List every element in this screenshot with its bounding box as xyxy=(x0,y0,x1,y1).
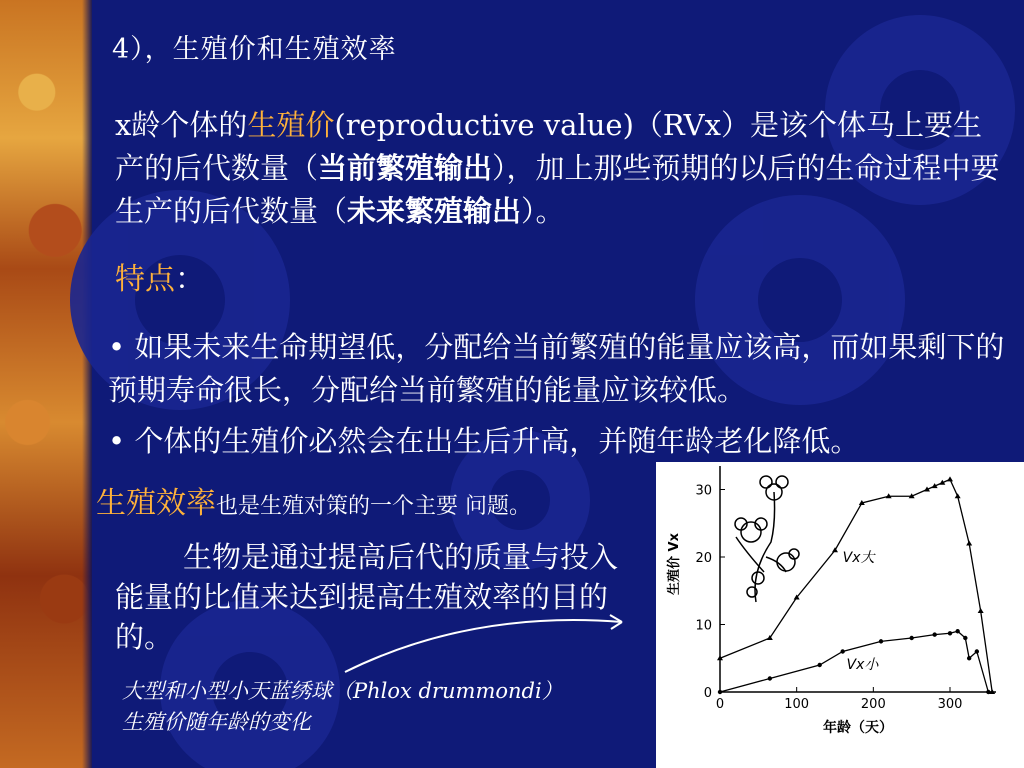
efficiency-line xyxy=(96,478,531,522)
data-point xyxy=(768,676,772,680)
caption-line-2: 生殖价随年龄的变化 xyxy=(122,710,311,734)
data-point xyxy=(909,636,913,640)
x-tick-label: 300 xyxy=(937,697,963,712)
intro-text-1: x龄个体的 xyxy=(115,108,248,142)
data-point xyxy=(966,541,972,546)
x-tick-label: 200 xyxy=(860,697,886,712)
data-point xyxy=(817,663,821,667)
data-point xyxy=(986,690,990,694)
data-point xyxy=(978,608,984,613)
flower-illustration xyxy=(735,476,799,602)
y-tick-label: 30 xyxy=(695,483,712,499)
efficiency-text: 也是生殖对策的一个主要 问题。 xyxy=(216,494,531,519)
features-colon: ： xyxy=(175,262,205,297)
y-axis-label: 生殖价 Vx xyxy=(667,533,682,595)
term-reproductive-value: 生殖价 xyxy=(247,108,335,142)
data-point xyxy=(963,636,967,640)
intro-text-4: ）。 xyxy=(521,194,565,228)
data-point xyxy=(948,631,952,635)
data-point xyxy=(932,632,936,636)
bullet-item: • 个体的生殖价必然会在出生后升高，并随年龄老化降低。 xyxy=(108,424,860,458)
data-point xyxy=(879,639,883,643)
y-tick-label: 0 xyxy=(703,686,712,701)
data-point xyxy=(967,656,971,660)
reproductive-value-chart xyxy=(656,462,1024,768)
data-point xyxy=(955,493,961,498)
chart-svg xyxy=(656,462,1024,768)
series-label: Vx大 xyxy=(842,550,875,566)
series-label: Vx小 xyxy=(846,657,879,673)
term-current-output: 当前繁殖输出 xyxy=(318,151,493,185)
caption-line-1: 大型和小型小天蓝绣球（Phlox drummondi） xyxy=(122,679,563,703)
y-tick-label: 20 xyxy=(695,551,712,566)
x-tick-label: 0 xyxy=(715,697,725,712)
efficiency-label: 生殖效率 xyxy=(96,486,216,521)
data-point xyxy=(975,649,979,653)
data-point xyxy=(832,547,838,552)
body-paragraph: 生物是通过提高后代的质量与投入能量的比值来达到提高生殖效率的目的的。 xyxy=(115,540,619,654)
bullet-item: • 如果未来生命期望低，分配给当前繁殖的能量应该高，而如果剩下的预期寿命很长，分配给当前繁殖的能量应该较低。 xyxy=(108,330,1005,407)
figure-caption xyxy=(122,676,642,738)
features-heading xyxy=(115,254,205,298)
bullet-list xyxy=(108,326,1018,471)
x-tick-label: 100 xyxy=(784,697,810,712)
y-tick-label: 10 xyxy=(695,618,712,634)
data-point xyxy=(718,690,722,694)
slide-title: 4），生殖价和生殖效率 xyxy=(112,34,397,65)
data-point xyxy=(947,476,953,481)
data-point xyxy=(840,649,844,653)
x-axis-label: 年龄（天） xyxy=(823,720,893,736)
features-label: 特点 xyxy=(115,262,175,297)
intro-text-2: (reproductive value)（RVx）是该个体马上要生产的后代数量（ xyxy=(115,108,982,185)
intro-text-3: ），加上那些预期的以后的生命过程中要生产的后代数量（ xyxy=(115,151,1000,228)
intro-paragraph xyxy=(115,104,1005,233)
data-point xyxy=(955,629,959,633)
term-future-output: 未来繁殖输出 xyxy=(347,194,522,228)
